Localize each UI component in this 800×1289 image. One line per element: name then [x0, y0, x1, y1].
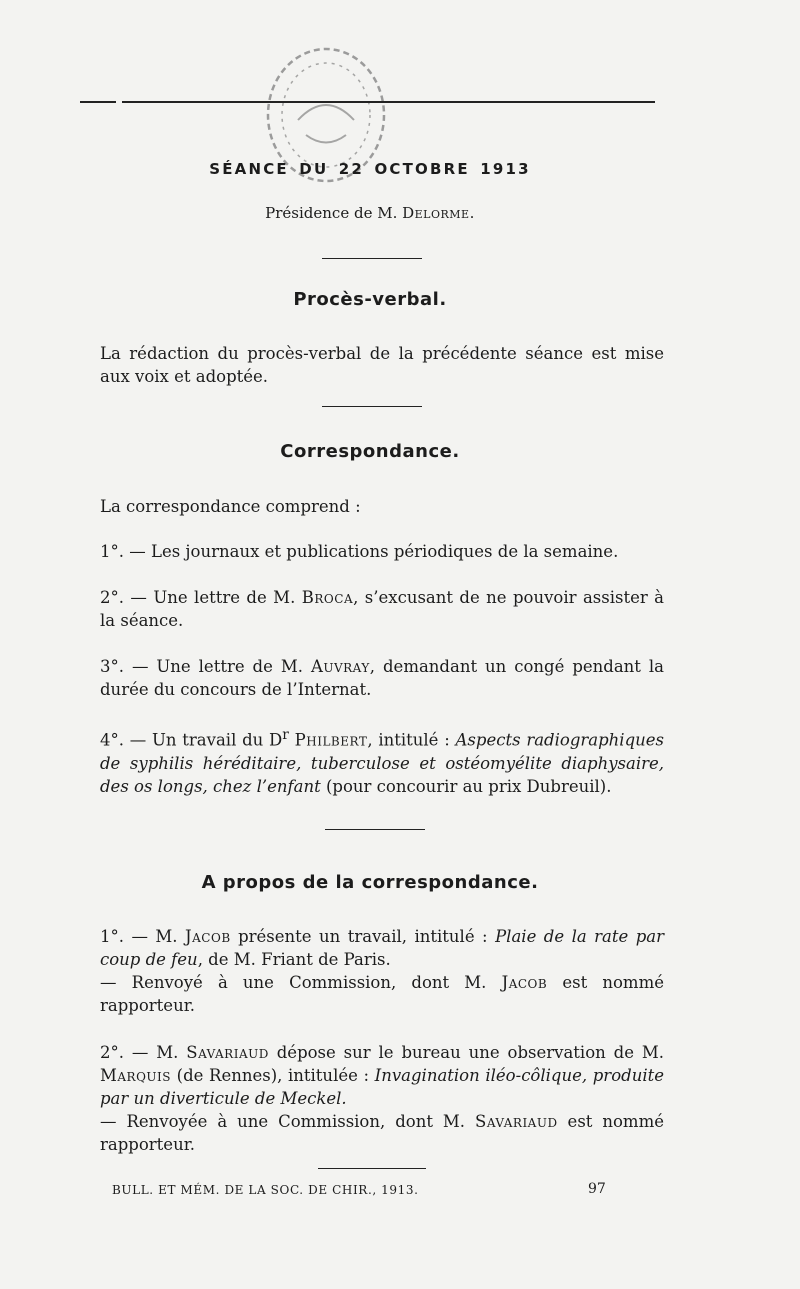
- page-number: 97: [588, 1181, 606, 1197]
- author-name: Marquis: [100, 1066, 172, 1085]
- presidence-name: Delorme.: [402, 204, 475, 222]
- author-name: Auvray: [310, 657, 370, 676]
- work-title: Plaie de la rate par coup de feu: [100, 927, 665, 969]
- author-name: Broca: [301, 588, 354, 607]
- work-title: Aspects radiographiques de syphilis héréditaire, tuberculose et ostéomyélite diaphysaire, des os longs, chez l’enfant: [100, 730, 664, 796]
- presidence-prefix: Présidence de M.: [265, 204, 398, 222]
- section-separator: [325, 829, 425, 830]
- renvoi-line: — Renvoyée à une Commission, dont M. Savariaud est nommé rapporteur.: [100, 1112, 664, 1154]
- correspondance-intro: La correspondance comprend :: [100, 497, 361, 516]
- author-name: Philbert: [294, 730, 368, 750]
- header-rule-short: [80, 101, 116, 103]
- footer-rule: [318, 1168, 426, 1169]
- a-propos-heading: A propos de la correspondance.: [201, 872, 539, 893]
- correspondance-item-1: 1°. — Les journaux et publications périodiques de la semaine.: [100, 542, 619, 561]
- correspondance-heading: Correspondance.: [280, 441, 460, 462]
- section-separator: [322, 406, 422, 407]
- presidence-line: [0, 204, 740, 222]
- a-propos-item-2: 2°. — M. Savariaud dépose sur le bureau une observation de M. Marquis (de Rennes), intitulée : Invagination iléo-côlique, produite par un diverticule de Meckel. — Renvoyée à une Commission, dont M. Savariaud est nommé rapporteur.: [80, 1041, 664, 1156]
- correspondance-item-3: 3°. — Une lettre de M. Auvray, demandant un congé pendant la durée du concours de l’Internat.: [100, 657, 665, 699]
- author-name: Jacob: [501, 973, 548, 992]
- author-name: Jacob: [185, 927, 231, 946]
- a-propos-item-1: 1°. — M. Jacob présente un travail, intitulé : Plaie de la rate par coup de feu, de M. Friant de Paris. — Renvoyé à une Commission, dont M. Jacob est nommé rapporteur.: [80, 925, 664, 1017]
- correspondance-item-2: 2°. — Une lettre de M. Broca, s’excusant de ne pouvoir assister à la séance.: [100, 588, 665, 630]
- header-rule: [122, 101, 655, 103]
- renvoi-line: — Renvoyé à une Commission, dont M. Jacob est nommé rapporteur.: [100, 973, 664, 1015]
- author-name: Savariaud: [475, 1112, 558, 1131]
- running-footer: BULL. ET MÉM. DE LA SOC. DE CHIR., 1913.: [112, 1183, 419, 1197]
- seance-title: SÉANCE DU 22 OCTOBRE 1913: [209, 160, 531, 178]
- proces-verbal-heading: Procès-verbal.: [293, 289, 447, 310]
- correspondance-item-4: 4°. — Un travail du $D^r$ Philbert, intitulé : Aspects radiographiques de syphilis héréditaire, tuberculose et ostéomyélite diaphysaire, des os longs, chez l’enfant (pour concourir au prix Dubreuil).: [100, 727, 664, 796]
- author-name: Savariaud: [186, 1043, 269, 1062]
- proces-verbal-text: La rédaction du procès-verbal de la précédente séance est mise aux voix et adoptée.: [100, 344, 664, 386]
- section-separator: [322, 258, 422, 259]
- work-title: Invagination iléo-côlique, produite par un diverticule de Meckel.: [100, 1066, 664, 1108]
